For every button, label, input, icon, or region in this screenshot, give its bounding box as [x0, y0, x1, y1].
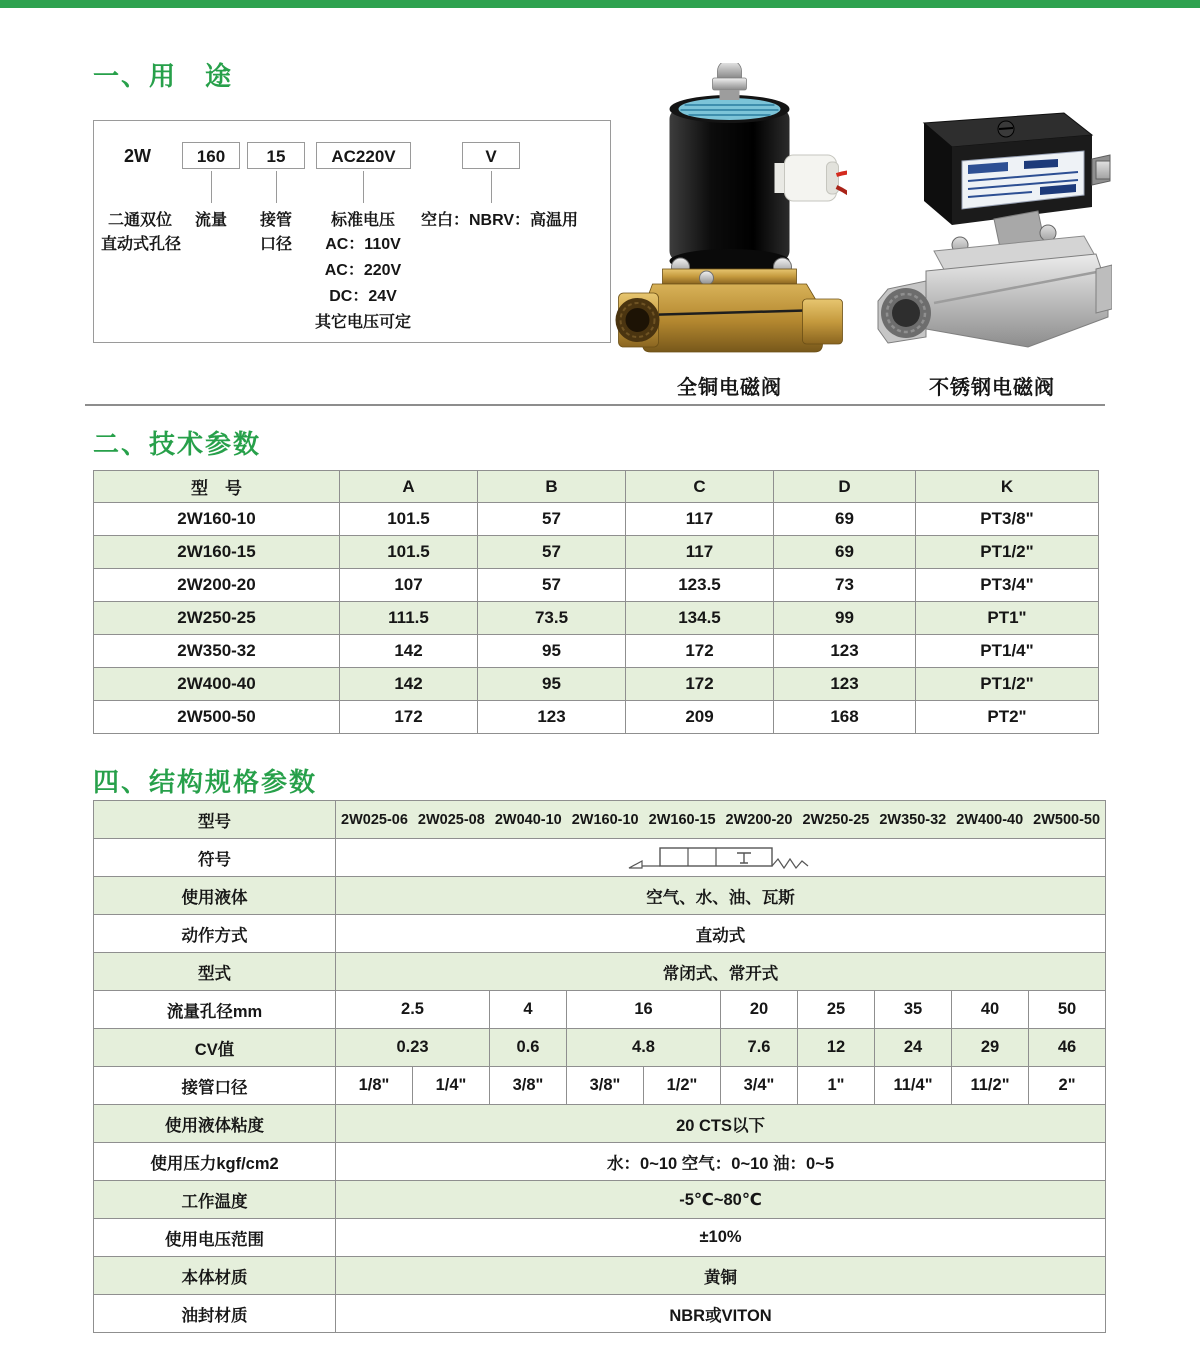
label-seal-option: 空白：NBRV：高温用 — [420, 212, 579, 229]
spec-table-row — [94, 839, 1106, 877]
brass-valve-caption: 全铜电磁阀 — [677, 377, 782, 399]
voltage-option-1: AC：110V — [325, 236, 401, 253]
label-valve-type-line2: 直动式孔径 — [100, 236, 181, 253]
spec-value-cell: 3/4" — [721, 1067, 798, 1105]
spec-value-cell: 20 CTS以下 — [336, 1105, 1106, 1143]
symbol-wrap — [336, 844, 1105, 872]
model-cell: 2W350-32 — [94, 635, 340, 668]
spec-row-label: 型式 — [94, 953, 336, 991]
model-cell: 2W200-20 — [94, 569, 340, 602]
voltage-option-2: AC：220V — [324, 262, 402, 279]
spec-row-label: 油封材质 — [94, 1295, 336, 1333]
tech-table-body — [94, 503, 1099, 734]
model-box-port: 15 — [247, 142, 305, 169]
model-number: 2W250-25 — [802, 811, 870, 828]
steel-valve-image — [872, 101, 1112, 363]
spec-table-row — [94, 1257, 1106, 1295]
spec-row-label: 接管口径 — [94, 1067, 336, 1105]
spec-models-cell — [336, 801, 1106, 839]
tech-col-header: K — [916, 471, 1099, 503]
dimension-cell: PT1" — [916, 602, 1099, 635]
model-code-box — [93, 120, 611, 343]
tick-line — [211, 171, 212, 203]
spec-value-cell: 0.23 — [336, 1029, 490, 1067]
spec-value-cell: 50 — [1029, 991, 1106, 1029]
section1-title: 一、用 途 — [93, 61, 234, 91]
label-port-line2: 口径 — [259, 236, 292, 253]
spec-value-cell: 0.6 — [490, 1029, 567, 1067]
spec-table-row — [94, 1105, 1106, 1143]
tech-table-row — [94, 635, 1099, 668]
spec-row-label: 使用压力kgf/cm2 — [94, 1143, 336, 1181]
spec-value-cell: 1" — [798, 1067, 875, 1105]
tech-table-row — [94, 701, 1099, 734]
dimension-cell: 107 — [340, 569, 478, 602]
model-number: 2W025-06 — [341, 811, 408, 828]
dimension-cell: 123 — [774, 668, 916, 701]
spec-row-label: 使用液体 — [94, 877, 336, 915]
spec-row-label: 工作温度 — [94, 1181, 336, 1219]
section2-title: 二、技术参数 — [93, 429, 262, 459]
dimension-cell: 69 — [774, 536, 916, 569]
dimension-cell: 142 — [340, 668, 478, 701]
dimension-cell: 172 — [626, 668, 774, 701]
spec-value-cell: 25 — [798, 991, 875, 1029]
tech-col-header: B — [478, 471, 626, 503]
model-number: 2W025-08 — [417, 811, 485, 828]
spec-value-cell: 2" — [1029, 1067, 1106, 1105]
model-box-seal: V — [462, 142, 520, 169]
spec-value-cell: 常闭式、常开式 — [336, 953, 1106, 991]
spec-table-row — [94, 1029, 1106, 1067]
spec-value-cell: 黄铜 — [336, 1257, 1106, 1295]
tech-col-header: 型 号 — [94, 471, 340, 503]
spec-row-label: 流量孔径mm — [94, 991, 336, 1029]
spec-row-label: CV值 — [94, 1029, 336, 1067]
spec-table-row — [94, 1295, 1106, 1333]
tech-header-row — [94, 471, 1099, 503]
spec-table-row — [94, 1067, 1106, 1105]
voltage-option-3: DC：24V — [329, 288, 397, 305]
model-box-voltage: AC220V — [316, 142, 411, 169]
spec-value-cell: 4.8 — [567, 1029, 721, 1067]
model-list — [336, 812, 1105, 828]
figure-brass-valve — [612, 63, 847, 400]
voltage-option-4: 其它电压可定 — [314, 314, 411, 331]
spec-value-cell: -5℃~80℃ — [336, 1181, 1106, 1219]
dimension-cell: 111.5 — [340, 602, 478, 635]
spec-row-label: 符号 — [94, 839, 336, 877]
spec-value-cell: 1/2" — [644, 1067, 721, 1105]
model-prefix: 2W — [124, 146, 151, 166]
dimension-cell: 123.5 — [626, 569, 774, 602]
spec-value-cell: 2.5 — [336, 991, 490, 1029]
dimension-cell: 99 — [774, 602, 916, 635]
tech-params-table — [93, 470, 1099, 734]
spec-table-row — [94, 915, 1106, 953]
model-cell: 2W160-10 — [94, 503, 340, 536]
spec-row-label: 使用液体粘度 — [94, 1105, 336, 1143]
tech-table-head — [94, 471, 1099, 503]
steel-valve-caption: 不锈钢电磁阀 — [929, 377, 1055, 399]
tech-table-row — [94, 503, 1099, 536]
dimension-cell: 142 — [340, 635, 478, 668]
dimension-cell: PT2" — [916, 701, 1099, 734]
dimension-cell: PT3/4" — [916, 569, 1099, 602]
tech-table-row — [94, 668, 1099, 701]
model-number: 2W040-10 — [494, 811, 562, 828]
spec-value-cell: 16 — [567, 991, 721, 1029]
model-box-flow: 160 — [182, 142, 240, 169]
spec-table-row — [94, 1143, 1106, 1181]
tech-table-row — [94, 536, 1099, 569]
dimension-cell: PT1/2" — [916, 668, 1099, 701]
dimension-cell: 57 — [478, 503, 626, 536]
spec-value-cell: 水：0~10 空气：0~10 油：0~5 — [336, 1143, 1106, 1181]
label-voltage-title: 标准电压 — [330, 212, 395, 229]
tick-line — [491, 171, 492, 203]
spec-value-cell: ±10% — [336, 1219, 1106, 1257]
spec-value-cell: 11/2" — [952, 1067, 1029, 1105]
label-port-line1: 接管 — [259, 212, 292, 229]
spec-value-cell: 12 — [798, 1029, 875, 1067]
model-number: 2W400-40 — [956, 811, 1024, 828]
spec-value-cell: 3/8" — [490, 1067, 567, 1105]
dimension-cell: 69 — [774, 503, 916, 536]
model-number: 2W160-10 — [571, 811, 639, 828]
spec-value-cell: 40 — [952, 991, 1029, 1029]
dimension-cell: 73 — [774, 569, 916, 602]
model-cell: 2W160-15 — [94, 536, 340, 569]
spec-table-body — [94, 801, 1106, 1333]
model-cell: 2W400-40 — [94, 668, 340, 701]
section4-title: 四、结构规格参数 — [93, 767, 318, 797]
spec-value-cell: 1/4" — [413, 1067, 490, 1105]
spec-value-cell: 直动式 — [336, 915, 1106, 953]
tech-col-header: D — [774, 471, 916, 503]
model-number: 2W160-15 — [648, 811, 716, 828]
tech-col-header: C — [626, 471, 774, 503]
dimension-cell: 123 — [478, 701, 626, 734]
model-cell: 2W500-50 — [94, 701, 340, 734]
dimension-cell: 73.5 — [478, 602, 626, 635]
spec-value-cell: 7.6 — [721, 1029, 798, 1067]
label-valve-type-line1: 二通双位 — [107, 212, 172, 229]
spec-value-cell: 空气、水、油、瓦斯 — [336, 877, 1106, 915]
tech-table-row — [94, 569, 1099, 602]
spec-value-cell: 46 — [1029, 1029, 1106, 1067]
spec-table-row — [94, 991, 1106, 1029]
spec-value-cell: 35 — [875, 991, 952, 1029]
spec-value-cell: NBR或VITON — [336, 1295, 1106, 1333]
label-flow: 流量 — [194, 212, 227, 229]
spec-value-cell: 11/4" — [875, 1067, 952, 1105]
spec-value-cell: 24 — [875, 1029, 952, 1067]
spec-row-label: 型号 — [94, 801, 336, 839]
valve-symbol-schematic — [626, 844, 816, 872]
dimension-cell: 57 — [478, 536, 626, 569]
figure-steel-valve — [872, 101, 1112, 400]
section-divider-line — [85, 404, 1105, 406]
model-cell: 2W250-25 — [94, 602, 340, 635]
spec-table-row — [94, 1219, 1106, 1257]
spec-table-row — [94, 877, 1106, 915]
dimension-cell: 101.5 — [340, 503, 478, 536]
dimension-cell: 57 — [478, 569, 626, 602]
dimension-cell: 117 — [626, 503, 774, 536]
spec-row-label: 动作方式 — [94, 915, 336, 953]
tick-line — [363, 171, 364, 203]
dimension-cell: PT3/8" — [916, 503, 1099, 536]
dimension-cell: 123 — [774, 635, 916, 668]
dimension-cell: 172 — [626, 635, 774, 668]
dimension-cell: 134.5 — [626, 602, 774, 635]
brass-valve-image — [612, 63, 847, 363]
model-number: 2W350-32 — [879, 811, 947, 828]
spec-table-row — [94, 953, 1106, 991]
top-accent-bar — [0, 0, 1200, 8]
spec-row-label: 本体材质 — [94, 1257, 336, 1295]
dimension-cell: 95 — [478, 635, 626, 668]
spec-value-cell: 3/8" — [567, 1067, 644, 1105]
product-figures — [612, 56, 1112, 400]
dimension-cell: 117 — [626, 536, 774, 569]
spec-row-label: 使用电压范围 — [94, 1219, 336, 1257]
tech-table-row — [94, 602, 1099, 635]
spec-value-cell: 20 — [721, 991, 798, 1029]
dimension-cell: 168 — [774, 701, 916, 734]
spec-value-cell: 1/8" — [336, 1067, 413, 1105]
tick-line — [276, 171, 277, 203]
spec-symbol-cell — [336, 839, 1106, 877]
spec-table-row — [94, 1181, 1106, 1219]
tech-col-header: A — [340, 471, 478, 503]
dimension-cell: PT1/2" — [916, 536, 1099, 569]
dimension-cell: 209 — [626, 701, 774, 734]
spec-table — [93, 800, 1106, 1333]
dimension-cell: 101.5 — [340, 536, 478, 569]
spec-value-cell: 4 — [490, 991, 567, 1029]
spec-value-cell: 29 — [952, 1029, 1029, 1067]
spec-table-row — [94, 801, 1106, 839]
model-number: 2W500-50 — [1033, 811, 1101, 828]
model-number: 2W200-20 — [725, 811, 793, 828]
dimension-cell: PT1/4" — [916, 635, 1099, 668]
dimension-cell: 172 — [340, 701, 478, 734]
dimension-cell: 95 — [478, 668, 626, 701]
